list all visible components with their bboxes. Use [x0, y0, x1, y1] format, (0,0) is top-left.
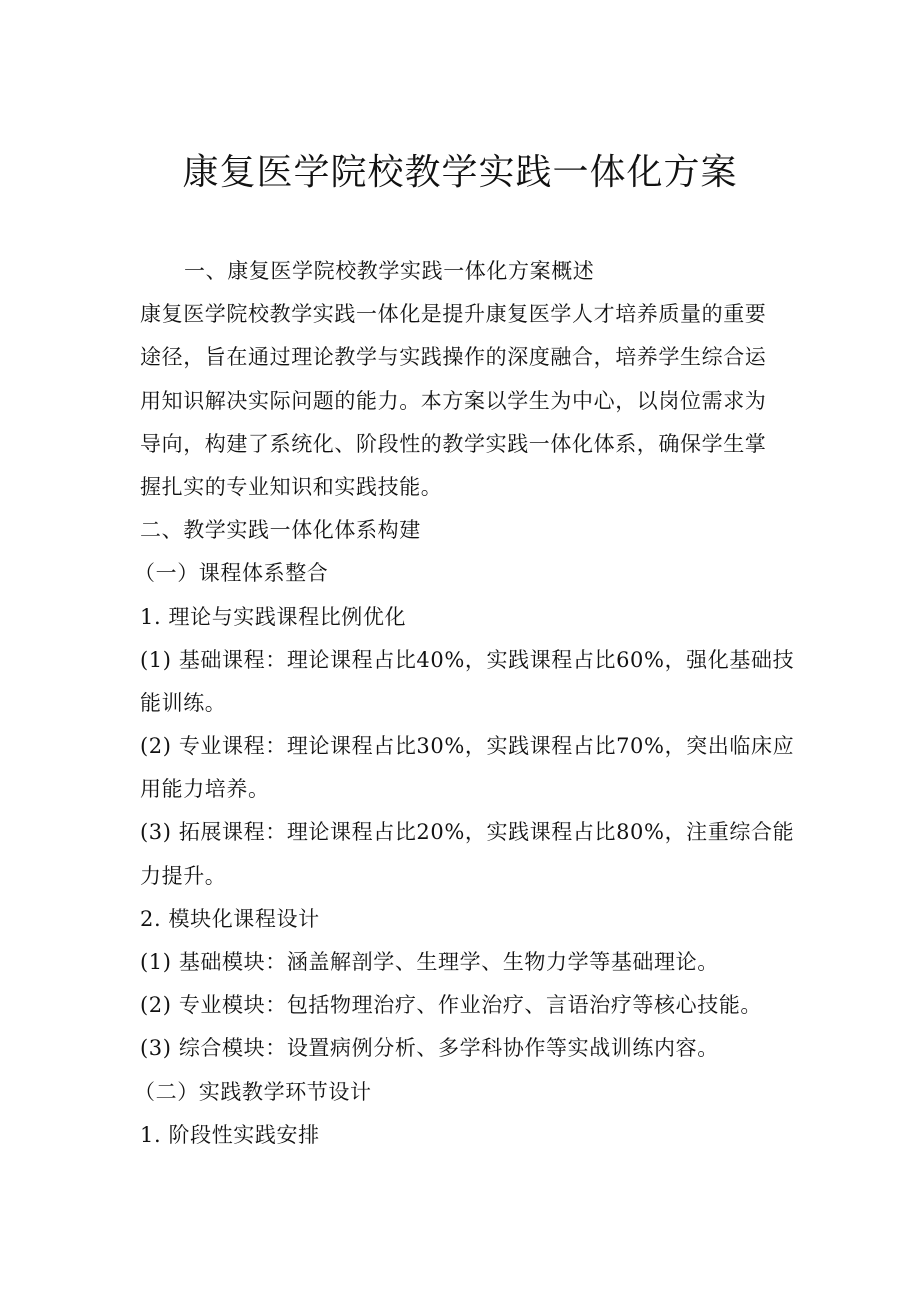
list-item-continuation: 力提升。: [140, 863, 227, 888]
paragraph-line: 握扎实的专业知识和实践技能。: [140, 474, 443, 499]
list-item-continuation: 用能力培养。: [140, 777, 270, 802]
document-title: 康复医学院校教学实践一体化方案: [182, 152, 738, 193]
list-item-continuation: 能训练。: [140, 690, 227, 715]
document-body: [134, 250, 795, 1157]
list-item-comprehensive-module: (3) 综合模块：设置病例分析、多学科协作等实战训练内容。: [140, 1036, 719, 1061]
section-heading-overview: 一、康复医学院校教学实践一体化方案概述: [184, 259, 595, 283]
list-item-extension-course: (3) 拓展课程：理论课程占比20%，实践课程占比80%，注重综合能: [140, 820, 795, 845]
paragraph-line: 用知识解决实际问题的能力。本方案以学生为中心，以岗位需求为: [140, 388, 767, 413]
list-item-basic-module: (1) 基础模块：涵盖解剖学、生理学、生物力学等基础理论。: [140, 950, 719, 974]
paragraph-line: 导向，构建了系统化、阶段性的教学实践一体化体系，确保学生掌: [140, 431, 767, 456]
list-item-basic-course: (1) 基础课程：理论课程占比40%，实践课程占比60%，强化基础技: [140, 647, 795, 672]
section-heading-system: 二、教学实践一体化体系构建: [140, 518, 421, 543]
list-item-professional-module: (2) 专业模块：包括物理治疗、作业治疗、言语治疗等核心技能。: [140, 993, 763, 1018]
list-heading-stages: 1. 阶段性实践安排: [140, 1122, 320, 1147]
list-item-professional-course: (2) 专业课程：理论课程占比30%，实践课程占比70%，突出临床应: [140, 734, 795, 759]
paragraph-line: 康复医学院校教学实践一体化是提升康复医学人才培养质量的重要: [140, 302, 767, 327]
subsection-heading-practice: （二）实践教学环节设计: [134, 1079, 372, 1104]
list-heading-modules: 2. 模块化课程设计: [140, 906, 320, 931]
list-heading-ratio: 1. 理论与实践课程比例优化: [140, 604, 407, 629]
subsection-heading-curriculum: （一）课程体系整合: [134, 561, 329, 586]
paragraph-line: 途径，旨在通过理论教学与实践操作的深度融合，培养学生综合运: [140, 345, 767, 370]
